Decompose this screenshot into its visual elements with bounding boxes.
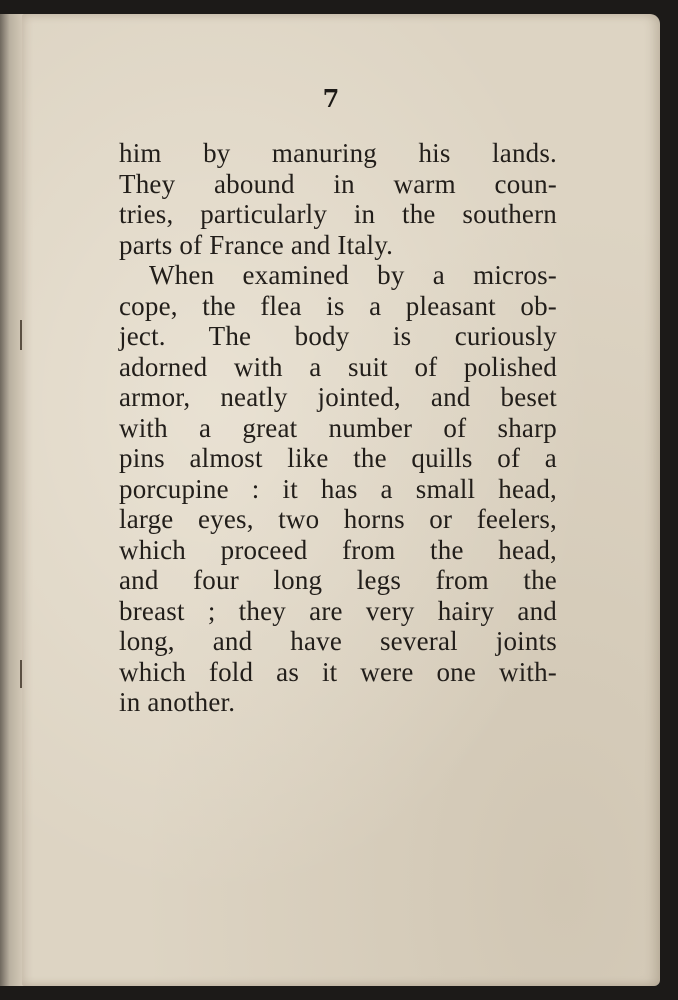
text-line: and four long legs from the <box>119 565 557 595</box>
text-line: with a great number of sharp <box>119 412 557 443</box>
text-line: him by manuring his lands. <box>119 138 557 168</box>
page-number: 7 <box>322 84 340 113</box>
text-line: cope, the flea is a pleasant ob- <box>119 290 557 321</box>
text-line: large eyes, two horns or feelers, <box>119 504 557 534</box>
text-line: parts of France and Italy. <box>119 229 394 260</box>
book-page <box>22 14 660 986</box>
text-line: which proceed from the head, <box>119 534 557 565</box>
text-line: porcupine : it has a small head, <box>119 473 557 504</box>
text-line: pins almost like the quills of a <box>119 443 557 473</box>
text-line: They abound in warm coun- <box>119 168 557 199</box>
text-line: long, and have several joints <box>119 626 557 656</box>
text-line: armor, neatly jointed, and beset <box>119 382 557 412</box>
text-line: When examined by a micros- <box>149 260 557 290</box>
text-line: tries, particularly in the southern <box>119 199 557 229</box>
book-spine <box>0 14 24 986</box>
text-line: in another. <box>119 687 236 717</box>
body-text <box>119 138 557 718</box>
text-line: adorned with a suit of polished <box>119 351 557 382</box>
text-line: which fold as it were one with- <box>119 656 557 687</box>
text-line: ject. The body is curiously <box>119 321 557 351</box>
text-line: breast ; they are very hairy and <box>119 595 557 626</box>
